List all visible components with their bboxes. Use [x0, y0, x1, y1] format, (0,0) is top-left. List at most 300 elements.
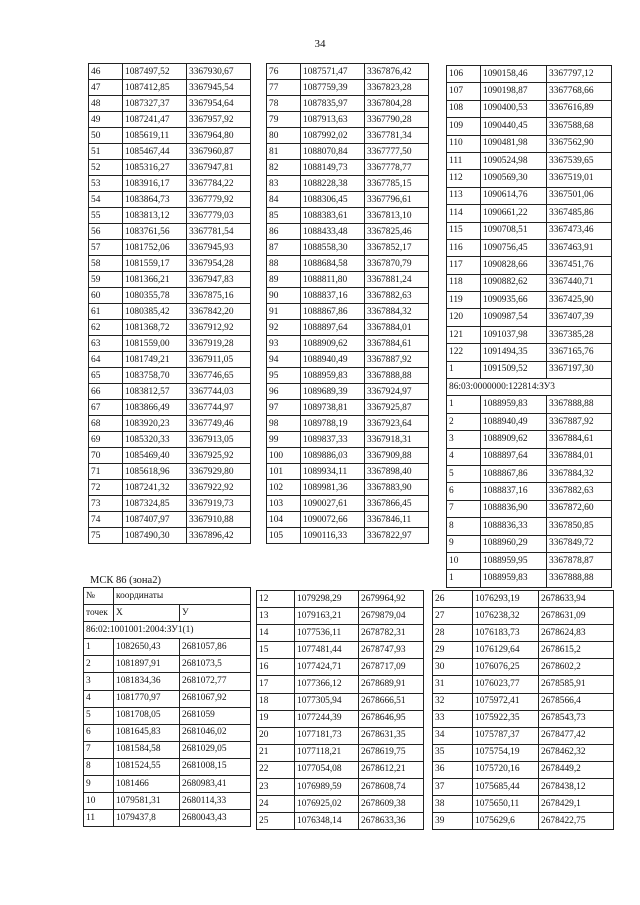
coord-y: 3367797,12: [547, 66, 612, 83]
table-row: [447, 239, 612, 256]
point-number: 4: [84, 690, 114, 707]
table-row: [89, 432, 251, 448]
table-row: [267, 496, 429, 512]
table-row: [257, 727, 424, 744]
point-number: 105: [267, 528, 301, 544]
coord-y: 3367918,31: [365, 432, 429, 448]
coord-y: 3367919,73: [187, 496, 251, 512]
table-row: [267, 288, 429, 304]
coord-y: 3367957,92: [187, 112, 251, 128]
table-row: [267, 448, 429, 464]
coord-y: 3367744,03: [187, 384, 251, 400]
point-number: 6: [84, 724, 114, 741]
point-number: 50: [89, 128, 123, 144]
table-row: [447, 152, 612, 169]
table-row: [257, 761, 424, 778]
coord-x: 1085618,96: [123, 464, 187, 480]
point-number: 10: [84, 793, 114, 810]
coord-y: 3367945,54: [187, 80, 251, 96]
point-number: 90: [267, 288, 301, 304]
coord-x: 1076183,73: [473, 625, 539, 642]
coord-x: 1089981,36: [301, 480, 365, 496]
point-number: 56: [89, 224, 123, 240]
coord-x: 1083812,57: [123, 384, 187, 400]
point-number: 112: [447, 170, 481, 187]
point-number: 60: [89, 288, 123, 304]
point-number: 120: [447, 309, 481, 326]
coord-y: 3367922,92: [187, 480, 251, 496]
point-number: 54: [89, 192, 123, 208]
coord-y: 3367884,01: [365, 320, 429, 336]
table-row: [89, 80, 251, 96]
table-row: [89, 144, 251, 160]
point-number: 49: [89, 112, 123, 128]
coord-x: 1076348,14: [295, 813, 359, 830]
coord-y: 3367896,42: [187, 528, 251, 544]
coord-x: 1081584,58: [114, 741, 180, 758]
table-row: [267, 240, 429, 256]
coord-y: 3367777,50: [365, 144, 429, 160]
point-number: 92: [267, 320, 301, 336]
coord-y: 2678609,38: [359, 796, 424, 813]
table-row: [433, 744, 614, 761]
point-number: 76: [267, 64, 301, 80]
coord-x: 1083866,49: [123, 400, 187, 416]
point-number: 14: [257, 625, 295, 642]
coord-x: 1081368,72: [123, 320, 187, 336]
table-row: [267, 272, 429, 288]
point-number: 83: [267, 176, 301, 192]
point-number: 33: [433, 710, 473, 727]
point-number: 35: [433, 744, 473, 761]
coord-x: 1077118,21: [295, 744, 359, 761]
table-row: [257, 779, 424, 796]
point-number: 88: [267, 256, 301, 272]
coord-y: 2678717,09: [359, 659, 424, 676]
table-row: [447, 170, 612, 187]
coord-y: 2678689,91: [359, 676, 424, 693]
coord-y: 2678462,32: [539, 744, 614, 761]
table-row: [84, 810, 251, 827]
point-number: 95: [267, 368, 301, 384]
coord-y: 3367784,22: [187, 176, 251, 192]
coord-x: 1087412,85: [123, 80, 187, 96]
coord-x: 1081752,06: [123, 240, 187, 256]
table-row: [89, 176, 251, 192]
coord-x: 1088959,83: [481, 570, 547, 587]
coord-x: 1087490,30: [123, 528, 187, 544]
coord-x: 1089788,19: [301, 416, 365, 432]
table-row: [267, 528, 429, 544]
table-row: [433, 642, 614, 659]
coord-x: 1088070,84: [301, 144, 365, 160]
coord-x: 1085467,44: [123, 144, 187, 160]
table-row: [89, 368, 251, 384]
table-row: [84, 776, 251, 793]
point-number: 5: [447, 465, 481, 482]
coord-y: 3367779,92: [187, 192, 251, 208]
point-number: 53: [89, 176, 123, 192]
coord-y: 2681029,05: [180, 741, 251, 758]
point-number: 100: [267, 448, 301, 464]
point-number: 78: [267, 96, 301, 112]
point-number: 87: [267, 240, 301, 256]
table-row: [89, 512, 251, 528]
point-number: 106: [447, 66, 481, 83]
point-number: 122: [447, 344, 481, 361]
coord-y: 3367882,63: [365, 288, 429, 304]
table-row: [267, 64, 429, 80]
coord-x: 1088811,80: [301, 272, 365, 288]
table-row: [447, 83, 612, 100]
coord-x: 1077181,73: [295, 727, 359, 744]
coord-x: 1085469,40: [123, 448, 187, 464]
table-row: [267, 208, 429, 224]
point-number: 114: [447, 205, 481, 222]
point-number: 67: [89, 400, 123, 416]
table-row: [447, 396, 612, 413]
coord-y: 3367888,88: [547, 570, 612, 587]
coord-y: 2678449,2: [539, 761, 614, 778]
point-number: 121: [447, 326, 481, 343]
coord-x: 1083916,17: [123, 176, 187, 192]
table-row: [447, 100, 612, 117]
point-number: 65: [89, 368, 123, 384]
point-number: 89: [267, 272, 301, 288]
point-number: 7: [447, 500, 481, 517]
coord-y: 2681072,77: [180, 673, 251, 690]
point-number: 22: [257, 761, 295, 778]
point-number: 26: [433, 591, 473, 608]
coord-x: 1088836,33: [481, 518, 547, 535]
coord-x: 1083864,73: [123, 192, 187, 208]
point-number: 113: [447, 187, 481, 204]
coord-x: 1087407,97: [123, 512, 187, 528]
coord-x: 1088897,64: [481, 448, 547, 465]
coord-y: 2678608,74: [359, 779, 424, 796]
table-row: [433, 813, 614, 830]
header-row: [84, 605, 251, 622]
point-number: 61: [89, 304, 123, 320]
point-number: 101: [267, 464, 301, 480]
coord-x: 1090072,66: [301, 512, 365, 528]
coord-x: 1090935,66: [481, 292, 547, 309]
coord-x: 1088959,95: [481, 552, 547, 569]
page-number: 34: [314, 38, 326, 50]
coord-x: 1090569,30: [481, 170, 547, 187]
coord-y: 3367197,30: [547, 361, 612, 378]
coord-x: 1075629,6: [473, 813, 539, 830]
coord-x: 1083761,56: [123, 224, 187, 240]
coord-x: 1083758,70: [123, 368, 187, 384]
coord-y: 3367947,83: [187, 272, 251, 288]
point-number: 19: [257, 710, 295, 727]
table-row: [257, 796, 424, 813]
table-row: [447, 570, 612, 587]
coord-x: 1079163,21: [295, 608, 359, 625]
coord-y: 3367912,92: [187, 320, 251, 336]
coord-x: 1079298,29: [295, 591, 359, 608]
coord-x: 1075650,11: [473, 796, 539, 813]
coord-x: 1088867,86: [481, 465, 547, 482]
table-row: [257, 642, 424, 659]
table-row: [267, 320, 429, 336]
table-row: [433, 796, 614, 813]
coord-x: 1087992,02: [301, 128, 365, 144]
point-number: 29: [433, 642, 473, 659]
coord-x: 1088960,29: [481, 535, 547, 552]
table-row: [267, 112, 429, 128]
table-row: [89, 64, 251, 80]
point-number: 6: [447, 483, 481, 500]
point-number: 119: [447, 292, 481, 309]
coord-y: 2678612,21: [359, 761, 424, 778]
point-number: 109: [447, 118, 481, 135]
coord-y: 3367823,28: [365, 80, 429, 96]
point-number: 72: [89, 480, 123, 496]
coord-x: 1089886,03: [301, 448, 365, 464]
coord-y: 3367781,34: [365, 128, 429, 144]
table-row: [89, 160, 251, 176]
coord-x: 1079581,31: [114, 793, 180, 810]
table-row: [267, 256, 429, 272]
point-number: 52: [89, 160, 123, 176]
coord-y: 3367945,93: [187, 240, 251, 256]
table-row: [257, 813, 424, 830]
coord-x: 1090524,98: [481, 152, 547, 169]
coord-y: 2678543,73: [539, 710, 614, 727]
coord-y: 3367440,71: [547, 274, 612, 291]
coord-y: 3367909,88: [365, 448, 429, 464]
coord-y: 3367878,87: [547, 552, 612, 569]
coord-x: 1088837,16: [481, 483, 547, 500]
table-row: [84, 741, 251, 758]
coord-x: 1088433,48: [301, 224, 365, 240]
coord-x: 1088836,90: [481, 500, 547, 517]
coord-x: 1087497,52: [123, 64, 187, 80]
coord-y: 2678602,2: [539, 659, 614, 676]
coord-y: 2678429,1: [539, 796, 614, 813]
coord-y: 3367888,88: [365, 368, 429, 384]
coord-y: 3367588,68: [547, 118, 612, 135]
coord-y: 3367796,61: [365, 192, 429, 208]
table-row: [89, 288, 251, 304]
coord-y: 3367930,67: [187, 64, 251, 80]
coord-y: 2678782,31: [359, 625, 424, 642]
coord-x: 1090400,53: [481, 100, 547, 117]
header-row: [84, 588, 251, 605]
coord-y: 3367846,11: [365, 512, 429, 528]
coord-y: 2681073,5: [180, 656, 251, 673]
table-row: [447, 431, 612, 448]
point-number: 96: [267, 384, 301, 400]
point-number: 13: [257, 608, 295, 625]
coord-x: 1077481,44: [295, 642, 359, 659]
point-number: 48: [89, 96, 123, 112]
coord-x: 1087571,47: [301, 64, 365, 80]
table-row: [267, 368, 429, 384]
point-number: 51: [89, 144, 123, 160]
coord-x: 1088149,73: [301, 160, 365, 176]
coord-x: 1081645,83: [114, 724, 180, 741]
table-row: [257, 710, 424, 727]
point-number: 8: [84, 758, 114, 775]
point-number: 115: [447, 222, 481, 239]
coord-x: 1090828,66: [481, 257, 547, 274]
point-number: 75: [89, 528, 123, 544]
cadastral-row: [447, 379, 612, 396]
coord-x: 1077305,94: [295, 693, 359, 710]
coord-x: 1079437,8: [114, 810, 180, 827]
table-row: [89, 320, 251, 336]
point-number: 91: [267, 304, 301, 320]
table-row: [447, 552, 612, 569]
coord-y: 3367870,79: [365, 256, 429, 272]
coord-y: 3367866,45: [365, 496, 429, 512]
table-row: [84, 656, 251, 673]
table-row: [447, 465, 612, 482]
table-row: [267, 160, 429, 176]
coord-x: 1090116,33: [301, 528, 365, 544]
table-row: [447, 309, 612, 326]
table-row: [447, 344, 612, 361]
coord-y: 2678477,42: [539, 727, 614, 744]
table-row: [447, 413, 612, 430]
table-row: [89, 208, 251, 224]
table-row: [447, 135, 612, 152]
coord-x: 1075720,16: [473, 761, 539, 778]
point-number: 10: [447, 552, 481, 569]
point-number: 37: [433, 779, 473, 796]
coord-x: 1087327,37: [123, 96, 187, 112]
coord-y: 3367768,66: [547, 83, 612, 100]
coord-x: 1088228,38: [301, 176, 365, 192]
point-number: 23: [257, 779, 295, 796]
coord-y: 2681057,86: [180, 639, 251, 656]
coord-x: 1081559,17: [123, 256, 187, 272]
coord-x: 1088558,30: [301, 240, 365, 256]
table-row: [89, 448, 251, 464]
table-row: [84, 707, 251, 724]
coord-y: 3367887,92: [365, 352, 429, 368]
coord-x: 1076989,59: [295, 779, 359, 796]
point-number: 82: [267, 160, 301, 176]
point-number: 55: [89, 208, 123, 224]
coord-x: 1077536,11: [295, 625, 359, 642]
coordinates-table-top-right: [446, 65, 612, 588]
coord-y: 3367923,64: [365, 416, 429, 432]
point-number: 8: [447, 518, 481, 535]
point-number: 68: [89, 416, 123, 432]
coord-y: 3367925,87: [365, 400, 429, 416]
coord-x: 1081770,97: [114, 690, 180, 707]
point-number: 66: [89, 384, 123, 400]
coord-y: 3367884,32: [547, 465, 612, 482]
point-number: 118: [447, 274, 481, 291]
coord-y: 3367947,81: [187, 160, 251, 176]
table-row: [89, 496, 251, 512]
coord-y: 3367898,40: [365, 464, 429, 480]
coord-y: 2679964,92: [359, 591, 424, 608]
coord-y: 3367888,88: [547, 396, 612, 413]
coord-y: 2681046,02: [180, 724, 251, 741]
point-number: 21: [257, 744, 295, 761]
coord-y: 3367882,63: [547, 483, 612, 500]
table-row: [84, 639, 251, 656]
table-row: [267, 384, 429, 400]
point-number: 28: [433, 625, 473, 642]
coord-x: 1089689,39: [301, 384, 365, 400]
coord-x: 1088909,62: [301, 336, 365, 352]
point-number: 63: [89, 336, 123, 352]
point-number: 69: [89, 432, 123, 448]
coord-x: 1076925,02: [295, 796, 359, 813]
table-row: [447, 118, 612, 135]
table-row: [267, 144, 429, 160]
coord-x: 1088837,16: [301, 288, 365, 304]
point-number: 102: [267, 480, 301, 496]
coord-x: 1077054,08: [295, 761, 359, 778]
point-number: 59: [89, 272, 123, 288]
table-row: [447, 274, 612, 291]
table-row: [257, 591, 424, 608]
coord-x: 1090661,22: [481, 205, 547, 222]
coord-y: 3367463,91: [547, 239, 612, 256]
coord-y: 3367385,28: [547, 326, 612, 343]
table-row: [89, 240, 251, 256]
table-row: [447, 187, 612, 204]
coord-x: 1075922,35: [473, 710, 539, 727]
point-number: 12: [257, 591, 295, 608]
coord-y: 2678615,2: [539, 642, 614, 659]
coord-x: 1089738,81: [301, 400, 365, 416]
table-row: [447, 535, 612, 552]
coord-y: 3367785,15: [365, 176, 429, 192]
coord-x: 1090158,46: [481, 66, 547, 83]
table-row: [89, 272, 251, 288]
coord-y: 3367872,60: [547, 500, 612, 517]
coord-y: 3367929,80: [187, 464, 251, 480]
coord-y: 2680114,33: [180, 793, 251, 810]
coord-y: 3367850,85: [547, 518, 612, 535]
point-number: 36: [433, 761, 473, 778]
table-row: [447, 483, 612, 500]
table-row: [89, 400, 251, 416]
table-row: [257, 625, 424, 642]
coord-x: 1088897,64: [301, 320, 365, 336]
coord-x: 1082650,43: [114, 639, 180, 656]
point-number: 2: [84, 656, 114, 673]
coord-y: 2678633,94: [539, 591, 614, 608]
coord-x: 1089934,11: [301, 464, 365, 480]
coord-y: 3367562,90: [547, 135, 612, 152]
table-row: [267, 464, 429, 480]
coord-y: 3367883,90: [365, 480, 429, 496]
point-number: 4: [447, 448, 481, 465]
coord-x: 1083813,12: [123, 208, 187, 224]
coord-y: 3367884,61: [547, 431, 612, 448]
coord-y: 3367925,92: [187, 448, 251, 464]
point-number: 32: [433, 693, 473, 710]
point-number: 27: [433, 608, 473, 625]
point-number: 84: [267, 192, 301, 208]
coord-x: 1087835,97: [301, 96, 365, 112]
table-row: [447, 222, 612, 239]
table-row: [267, 400, 429, 416]
coord-y: 2678633,36: [359, 813, 424, 830]
coord-y: 3367744,97: [187, 400, 251, 416]
point-number: 86: [267, 224, 301, 240]
